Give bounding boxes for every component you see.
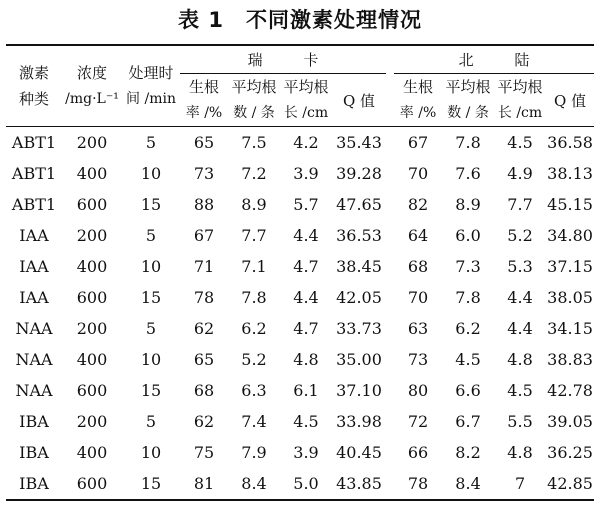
ruika-q-value-cell: 37.10 xyxy=(336,381,382,400)
table-row xyxy=(6,282,594,313)
header-site-beilu: 北 陆 xyxy=(394,45,594,74)
ruika-rooting-rate-cell: 88 xyxy=(193,195,215,214)
beilu-avg-root-len-cell: 4.9 xyxy=(507,164,533,183)
table-caption xyxy=(0,0,600,40)
ruika-q-value-cell: 33.73 xyxy=(336,319,382,338)
gap-cell xyxy=(386,468,394,500)
ruika-rooting-rate-cell: 71 xyxy=(193,257,215,276)
ruika-q-value-cell: 47.65 xyxy=(336,195,382,214)
time-cell: 10 xyxy=(140,164,162,183)
ruika-q-value-cell: 36.53 xyxy=(336,226,382,245)
beilu-avg-root-num-cell: 7.8 xyxy=(455,288,481,307)
header-avg-len-b xyxy=(494,74,546,127)
beilu-avg-root-num-cell: 8.4 xyxy=(442,468,494,500)
hormone-treatment-table xyxy=(6,44,594,501)
table-row xyxy=(6,406,594,437)
beilu-avg-root-len-cell: 4.4 xyxy=(507,288,533,307)
table-title: 不同激素处理情况 xyxy=(245,8,422,32)
gap-cell xyxy=(386,220,394,251)
hormone-cell: IBA xyxy=(19,443,49,462)
header-rooting-a-line1: 生根 xyxy=(188,78,219,96)
beilu-avg-root-num-cell: 8.9 xyxy=(455,195,481,214)
beilu-avg-root-num-cell: 6.7 xyxy=(455,412,481,431)
beilu-rooting-rate-cell: 70 xyxy=(407,288,429,307)
ruika-rooting-rate-cell: 62 xyxy=(193,319,215,338)
table-row xyxy=(6,313,594,344)
hormone-cell: IAA xyxy=(19,257,49,276)
beilu-rooting-rate-cell: 80 xyxy=(407,381,429,400)
concentration-cell: 600 xyxy=(76,195,108,214)
hormone-cell: IAA xyxy=(19,226,49,245)
beilu-q-value-cell: 38.83 xyxy=(547,350,593,369)
beilu-avg-root-len-cell: 5.5 xyxy=(507,412,533,431)
beilu-rooting-rate-cell: 82 xyxy=(407,195,429,214)
hormone-cell: ABT1 xyxy=(11,195,57,214)
beilu-avg-root-len-cell: 4.5 xyxy=(507,133,533,152)
ruika-q-value-cell: 33.98 xyxy=(336,412,382,431)
beilu-q-value-cell: 42.85 xyxy=(546,468,594,500)
ruika-avg-root-num-cell: 7.7 xyxy=(241,226,267,245)
beilu-q-value-cell: 36.58 xyxy=(547,133,593,152)
beilu-avg-root-len-cell: 4.8 xyxy=(507,443,533,462)
beilu-q-value-cell: 34.15 xyxy=(547,319,593,338)
table-row xyxy=(6,375,594,406)
gap-cell xyxy=(386,344,394,375)
beilu-q-value-cell: 42.78 xyxy=(547,381,593,400)
beilu-q-value-cell: 36.25 xyxy=(547,443,593,462)
header-concentration-line1: 浓度 xyxy=(76,64,107,82)
hormone-cell: IBA xyxy=(6,468,62,500)
ruika-avg-root-num-cell: 7.1 xyxy=(241,257,267,276)
ruika-avg-root-len-cell: 4.4 xyxy=(293,288,319,307)
ruika-avg-root-len-cell: 5.0 xyxy=(280,468,332,500)
header-concentration-line2: /mg·L⁻¹ xyxy=(65,91,119,107)
concentration-cell: 200 xyxy=(76,226,108,245)
beilu-q-value-cell: 39.05 xyxy=(547,412,593,431)
table-row xyxy=(6,127,594,159)
header-rooting-a-line2: 率 /% xyxy=(185,105,223,121)
time-cell: 15 xyxy=(140,381,162,400)
ruika-avg-root-num-cell: 7.5 xyxy=(241,133,267,152)
beilu-avg-root-num-cell: 7.3 xyxy=(455,257,481,276)
table-row xyxy=(6,251,594,282)
gap-cell xyxy=(386,282,394,313)
header-gap xyxy=(386,45,394,74)
concentration-cell: 200 xyxy=(76,412,108,431)
beilu-avg-root-num-cell: 6.6 xyxy=(455,381,481,400)
table-row xyxy=(6,189,594,220)
time-cell: 15 xyxy=(140,288,162,307)
beilu-q-value-cell: 38.05 xyxy=(547,288,593,307)
table-row xyxy=(6,468,594,500)
beilu-avg-root-len-cell: 5.2 xyxy=(507,226,533,245)
concentration-cell: 400 xyxy=(76,164,108,183)
header-time-line2: 间 /min xyxy=(126,91,176,107)
ruika-rooting-rate-cell: 67 xyxy=(193,226,215,245)
gap-cell xyxy=(386,158,394,189)
hormone-cell: NAA xyxy=(15,319,53,338)
ruika-avg-root-num-cell: 7.9 xyxy=(241,443,267,462)
header-rooting-rate-b xyxy=(394,74,442,127)
beilu-rooting-rate-cell: 70 xyxy=(407,164,429,183)
header-q-a: Q 值 xyxy=(332,74,386,127)
header-q-b: Q 值 xyxy=(546,74,594,127)
header-time xyxy=(122,45,180,127)
gap-cell xyxy=(386,406,394,437)
header-hormone-line1: 激素 xyxy=(18,64,49,82)
ruika-q-value-cell: 35.00 xyxy=(336,350,382,369)
header-avg-num-a xyxy=(228,74,280,127)
beilu-avg-root-num-cell: 6.0 xyxy=(455,226,481,245)
header-hormone xyxy=(6,45,62,127)
header-avg-len-a-line1: 平均根 xyxy=(283,78,329,96)
ruika-avg-root-len-cell: 4.4 xyxy=(293,226,319,245)
ruika-avg-root-num-cell: 5.2 xyxy=(241,350,267,369)
header-time-line1: 处理时 xyxy=(128,64,174,82)
time-cell: 10 xyxy=(140,257,162,276)
header-avg-len-b-line2: 长 /cm xyxy=(497,105,543,121)
ruika-avg-root-num-cell: 7.8 xyxy=(241,288,267,307)
concentration-cell: 400 xyxy=(76,443,108,462)
ruika-avg-root-len-cell: 4.7 xyxy=(293,257,319,276)
beilu-rooting-rate-cell: 66 xyxy=(407,443,429,462)
time-cell: 10 xyxy=(140,350,162,369)
header-avg-len-a-line2: 长 /cm xyxy=(283,105,329,121)
gap-cell xyxy=(386,251,394,282)
ruika-avg-root-len-cell: 3.9 xyxy=(293,164,319,183)
ruika-q-value-cell: 38.45 xyxy=(336,257,382,276)
header-avg-num-b-line1: 平均根 xyxy=(445,78,491,96)
ruika-avg-root-num-cell: 8.9 xyxy=(241,195,267,214)
beilu-rooting-rate-cell: 73 xyxy=(407,350,429,369)
concentration-cell: 400 xyxy=(76,257,108,276)
ruika-avg-root-len-cell: 4.5 xyxy=(293,412,319,431)
header-avg-len-b-line1: 平均根 xyxy=(497,78,543,96)
beilu-q-value-cell: 38.13 xyxy=(547,164,593,183)
beilu-avg-root-num-cell: 8.2 xyxy=(455,443,481,462)
table-body xyxy=(6,127,594,501)
ruika-rooting-rate-cell: 62 xyxy=(193,412,215,431)
ruika-avg-root-num-cell: 6.3 xyxy=(241,381,267,400)
header-hormone-line2: 种类 xyxy=(18,90,49,108)
beilu-rooting-rate-cell: 72 xyxy=(407,412,429,431)
hormone-cell: NAA xyxy=(15,350,53,369)
beilu-avg-root-len-cell: 4.4 xyxy=(507,319,533,338)
hormone-cell: IAA xyxy=(19,288,49,307)
ruika-rooting-rate-cell: 65 xyxy=(193,350,215,369)
beilu-avg-root-num-cell: 7.6 xyxy=(455,164,481,183)
concentration-cell: 600 xyxy=(76,288,108,307)
header-avg-num-b-line2: 数 / 条 xyxy=(447,105,489,121)
beilu-q-value-cell: 37.15 xyxy=(547,257,593,276)
header-rooting-rate-a xyxy=(180,74,228,127)
ruika-avg-root-num-cell: 6.2 xyxy=(241,319,267,338)
ruika-avg-root-num-cell: 7.4 xyxy=(241,412,267,431)
header-site-ruika: 瑞 卡 xyxy=(180,45,386,74)
beilu-rooting-rate-cell: 64 xyxy=(407,226,429,245)
hormone-cell: IBA xyxy=(19,412,49,431)
ruika-q-value-cell: 39.28 xyxy=(336,164,382,183)
beilu-rooting-rate-cell: 63 xyxy=(407,319,429,338)
ruika-rooting-rate-cell: 73 xyxy=(193,164,215,183)
ruika-q-value-cell: 35.43 xyxy=(336,133,382,152)
header-avg-num-a-line2: 数 / 条 xyxy=(233,105,275,121)
ruika-rooting-rate-cell: 75 xyxy=(193,443,215,462)
table-number: 表 1 xyxy=(178,8,224,32)
ruika-avg-root-len-cell: 3.9 xyxy=(293,443,319,462)
hormone-cell: ABT1 xyxy=(11,164,57,183)
ruika-avg-root-num-cell: 7.2 xyxy=(241,164,267,183)
beilu-avg-root-len-cell: 4.5 xyxy=(507,381,533,400)
table-row xyxy=(6,220,594,251)
table-row xyxy=(6,158,594,189)
beilu-avg-root-num-cell: 7.8 xyxy=(455,133,481,152)
ruika-avg-root-num-cell: 8.4 xyxy=(228,468,280,500)
ruika-avg-root-len-cell: 4.7 xyxy=(293,319,319,338)
hormone-cell: NAA xyxy=(15,381,53,400)
time-cell: 5 xyxy=(145,226,157,245)
ruika-avg-root-len-cell: 5.7 xyxy=(293,195,319,214)
header-avg-num-a-line1: 平均根 xyxy=(231,78,277,96)
beilu-avg-root-num-cell: 4.5 xyxy=(455,350,481,369)
beilu-avg-root-len-cell: 7 xyxy=(494,468,546,500)
table-row xyxy=(6,344,594,375)
header-rooting-b-line2: 率 /% xyxy=(399,105,437,121)
header-row-sites xyxy=(6,45,594,74)
beilu-avg-root-num-cell: 6.2 xyxy=(455,319,481,338)
beilu-q-value-cell: 34.80 xyxy=(547,226,593,245)
ruika-avg-root-len-cell: 6.1 xyxy=(293,381,319,400)
beilu-rooting-rate-cell: 68 xyxy=(407,257,429,276)
table-row xyxy=(6,437,594,468)
header-avg-len-a xyxy=(280,74,332,127)
concentration-cell: 600 xyxy=(62,468,122,500)
concentration-cell: 600 xyxy=(76,381,108,400)
gap-cell xyxy=(386,437,394,468)
ruika-avg-root-len-cell: 4.2 xyxy=(293,133,319,152)
beilu-rooting-rate-cell: 78 xyxy=(394,468,442,500)
beilu-avg-root-len-cell: 7.7 xyxy=(507,195,533,214)
time-cell: 5 xyxy=(145,133,157,152)
ruika-rooting-rate-cell: 78 xyxy=(193,288,215,307)
time-cell: 5 xyxy=(145,319,157,338)
header-rooting-b-line1: 生根 xyxy=(403,78,434,96)
ruika-q-value-cell: 40.45 xyxy=(336,443,382,462)
gap-cell xyxy=(386,189,394,220)
gap-cell xyxy=(386,375,394,406)
header-gap-2 xyxy=(386,74,394,127)
time-cell: 5 xyxy=(145,412,157,431)
gap-cell xyxy=(386,313,394,344)
header-avg-num-b xyxy=(442,74,494,127)
time-cell: 15 xyxy=(140,195,162,214)
hormone-cell: ABT1 xyxy=(11,133,57,152)
beilu-avg-root-len-cell: 4.8 xyxy=(507,350,533,369)
time-cell: 15 xyxy=(122,468,180,500)
ruika-rooting-rate-cell: 68 xyxy=(193,381,215,400)
beilu-avg-root-len-cell: 5.3 xyxy=(507,257,533,276)
ruika-q-value-cell: 42.05 xyxy=(336,288,382,307)
ruika-rooting-rate-cell: 65 xyxy=(193,133,215,152)
gap-cell xyxy=(386,127,394,159)
ruika-q-value-cell: 43.85 xyxy=(332,468,386,500)
concentration-cell: 400 xyxy=(76,350,108,369)
ruika-avg-root-len-cell: 4.8 xyxy=(293,350,319,369)
beilu-q-value-cell: 45.15 xyxy=(547,195,593,214)
header-concentration xyxy=(62,45,122,127)
concentration-cell: 200 xyxy=(76,133,108,152)
beilu-rooting-rate-cell: 67 xyxy=(407,133,429,152)
concentration-cell: 200 xyxy=(76,319,108,338)
time-cell: 10 xyxy=(140,443,162,462)
ruika-rooting-rate-cell: 81 xyxy=(180,468,228,500)
